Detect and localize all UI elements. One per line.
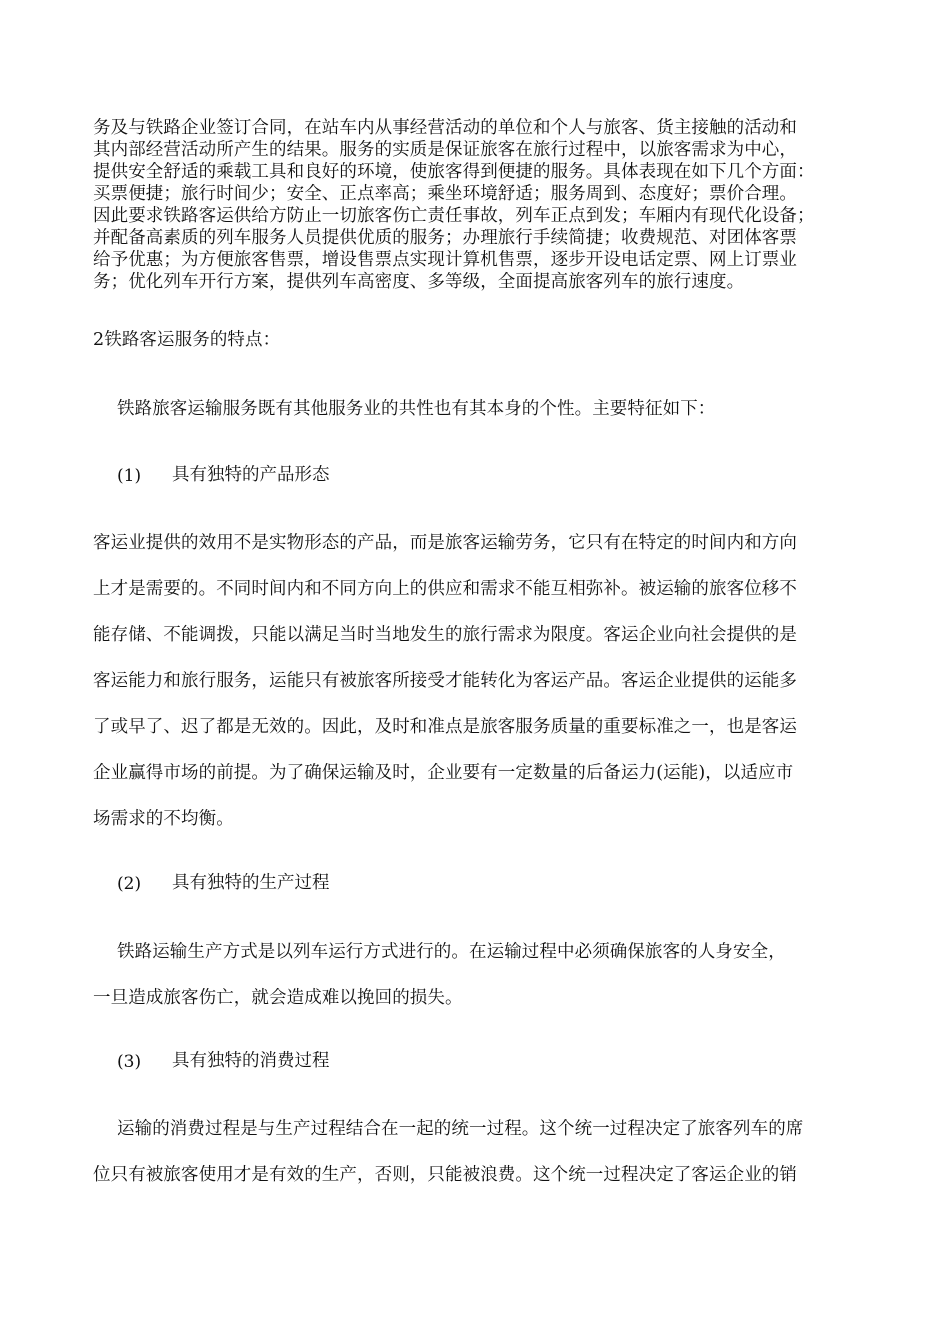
- item-title: 具有独特的生产过程: [172, 873, 330, 893]
- paragraph-line: 买票便捷；旅行时间少；安全、正点率高；乘坐环境舒适；服务周到、态度好；票价合理。: [93, 184, 797, 204]
- paragraph-line: 运输的消费过程是与生产过程结合在一起的统一过程。这个统一过程决定了旅客列车的席: [117, 1119, 804, 1139]
- paragraph-line: 场需求的不均衡。: [93, 809, 234, 829]
- item-number: (3): [117, 1052, 142, 1072]
- item-title: 具有独特的消费过程: [172, 1051, 330, 1071]
- paragraph-line: 其内部经营活动所产生的结果。服务的实质是保证旅客在旅行过程中，以旅客需求为中心，: [93, 140, 797, 160]
- paragraph-line: 提供安全舒适的乘载工具和良好的环境，使旅客得到便捷的服务。具体表现在如下几个方面：: [93, 162, 815, 182]
- paragraph-line: 务；优化列车开行方案，提供列车高密度、多等级，全面提高旅客列车的旅行速度。: [93, 272, 745, 292]
- paragraph-line: 位只有被旅客使用才是有效的生产，否则，只能被浪费。这个统一过程决定了客运企业的销: [93, 1165, 797, 1185]
- paragraph-line: 客运业提供的效用不是实物形态的产品，而是旅客运输劳务，它只有在特定的时间内和方向: [93, 533, 797, 553]
- paragraph-line: 企业赢得市场的前提。为了确保运输及时，企业要有一定数量的后备运力(运能)，以适应市: [93, 763, 794, 783]
- item-number: (2): [117, 874, 142, 894]
- paragraph-line: 客运能力和旅行服务，运能只有被旅客所接受才能转化为客运产品。客运企业提供的运能多: [93, 671, 797, 691]
- paragraph-line: 能存储、不能调拨，只能以满足当时当地发生的旅行需求为限度。客运企业向社会提供的是: [93, 625, 797, 645]
- paragraph-line: 并配备高素质的列车服务人员提供优质的服务；办理旅行手续简捷；收费规范、对团体客票: [93, 228, 797, 248]
- paragraph-line: 给予优惠；为方便旅客售票，增设售票点实现计算机售票，逐步开设电话定票、网上订票业: [93, 250, 797, 270]
- item-title: 具有独特的产品形态: [172, 465, 330, 485]
- paragraph-line: 一旦造成旅客伤亡，就会造成难以挽回的损失。: [93, 988, 463, 1008]
- paragraph-line: 务及与铁路企业签订合同，在站车内从事经营活动的单位和个人与旅客、货主接触的活动和: [93, 118, 797, 138]
- paragraph-line: 了或早了、迟了都是无效的。因此，及时和准点是旅客服务质量的重要标准之一，也是客运: [93, 717, 797, 737]
- paragraph-line: 铁路运输生产方式是以列车运行方式进行的。在运输过程中必须确保旅客的人身安全，: [117, 942, 786, 962]
- paragraph-line: 因此要求铁路客运供给方防止一切旅客伤亡责任事故，列车正点到发；车厢内有现代化设备；: [93, 206, 815, 226]
- section-intro: 铁路旅客运输服务既有其他服务业的共性也有其本身的个性。主要特征如下：: [117, 399, 716, 419]
- item-number: (1): [117, 466, 142, 486]
- paragraph-line: 上才是需要的。不同时间内和不同方向上的供应和需求不能互相弥补。被运输的旅客位移不: [93, 579, 797, 599]
- section-heading: 2铁路客运服务的特点：: [93, 330, 281, 350]
